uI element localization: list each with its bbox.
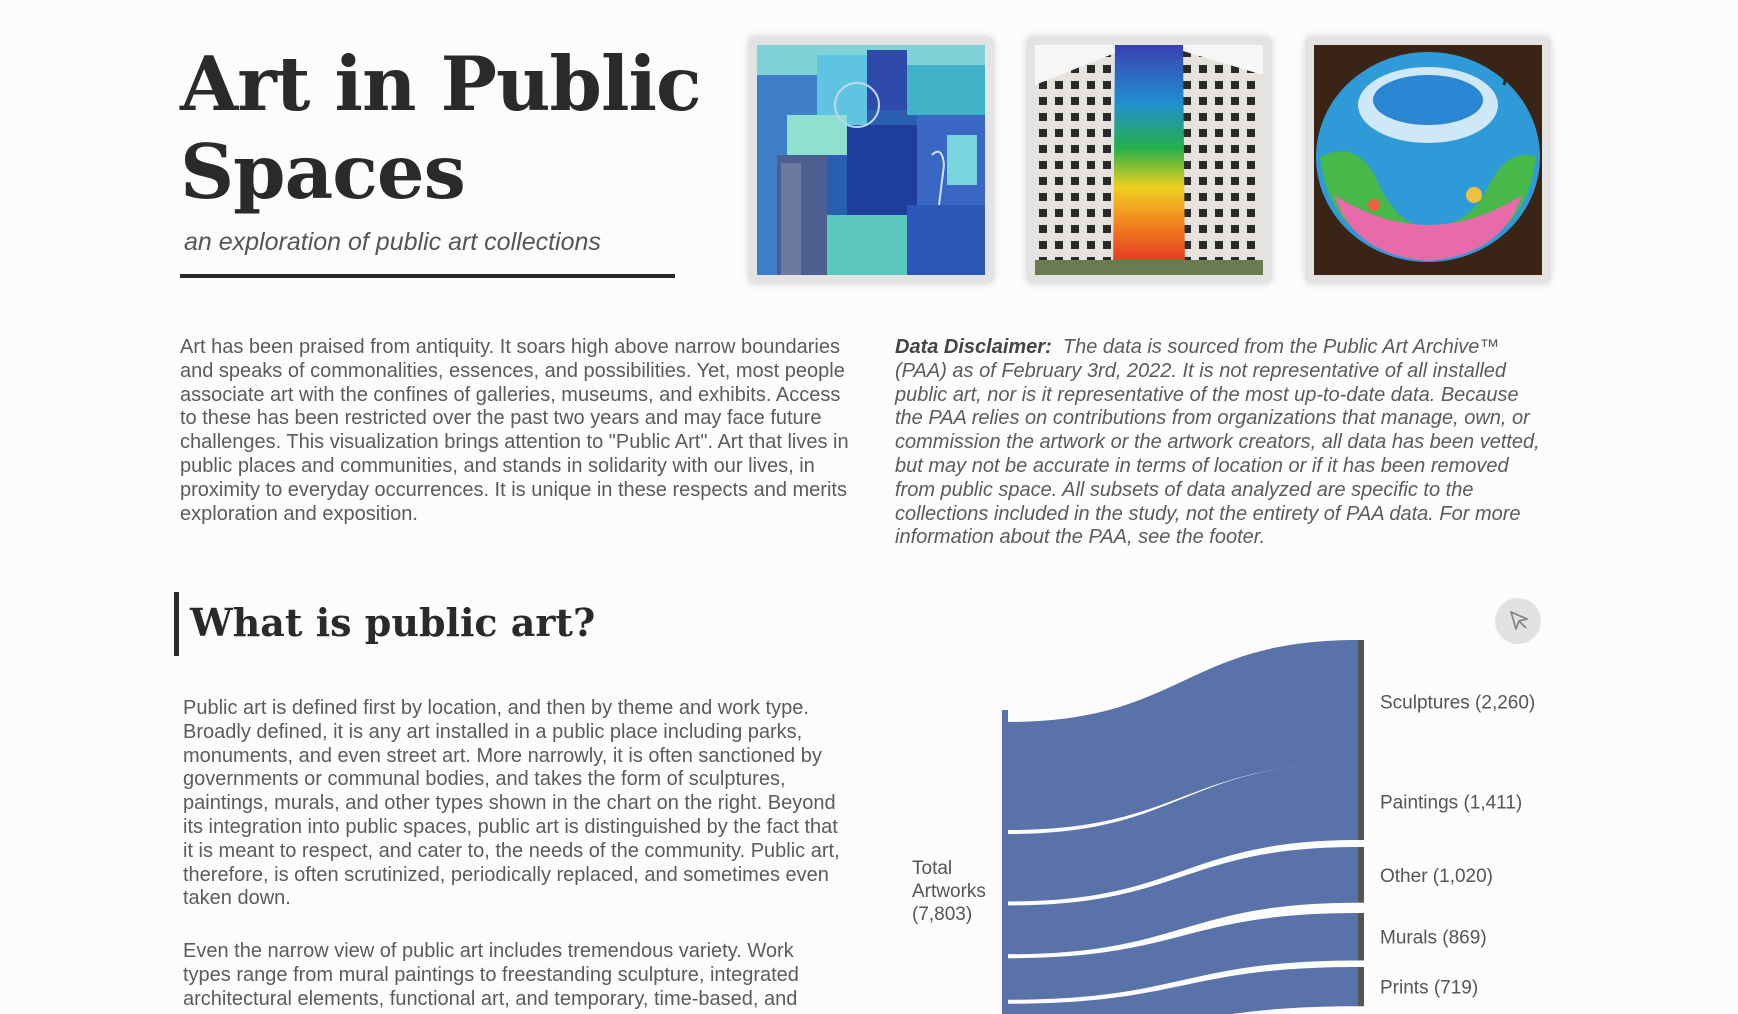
ceiling-mural-photo (1307, 38, 1549, 282)
target-label-other: Other (1,020) (1380, 865, 1493, 887)
node-prints (1358, 967, 1364, 1006)
title-divider (180, 274, 675, 278)
target-label-murals: Murals (869) (1380, 927, 1487, 949)
page-subtitle: an exploration of public art collections (184, 228, 601, 256)
source-label: Total Artworks (7,803) (912, 858, 986, 925)
node-murals (1358, 913, 1364, 960)
work-type-sankey-chart (890, 630, 1570, 1014)
node-total-artworks (1002, 710, 1008, 1014)
intro-paragraph: Art has been praised from antiquity. It soars high above narrow boundaries and speaks of commonalities, essences, and possibilities. Yet, most people associate art with the confines of galleries, museums, and exhibits. Access to these has been restricted over the past two years and may face future challenges. This visualization brings attention to "Public Art". Art that lives in public places and communities, and stands in solidarity with our lives, in proximity to everyday occurrences. It is unique in these respects and merits exploration and exposition. (180, 336, 849, 525)
node-sculptures (1358, 640, 1364, 763)
disclaimer-text: The data is sourced from the Public Art Archive™ (PAA) as of February 3rd, 2022. It is not representative of all installed public art, nor is it representative of the most up-to-date data. Because the PAA relies on contributions from organizations that manage, own, or commission the artwork or the artwork creators, all data has been vetted, but may not be accurate in terms of location or if it has been removed from public space. All subsets of data analyzed are specific to the collections included in the study, not the entirety of PAA data. For more information about the PAA, see the footer. (895, 336, 1540, 549)
target-label-paintings: Paintings (1,411) (1380, 792, 1523, 814)
definition-paragraph: Public art is defined first by location, and then by theme and work type. Broadly defined, it is any art installed in a public place including parks, monuments, and even street art. More narrowly, it is often sanctioned by governments or communal bodies, and takes the form of sculptures, paintings, murals, and other types shown in the chart on the right. Beyond its integration into public spaces, public art is distinguished by the fact that it is meant to respect, and cater to, the needs of the community. Public art, therefore, is often scrutinized, periodically replaced, and sometimes even taken down. (183, 697, 840, 910)
disclaimer-label: Data Disclaimer: (895, 336, 1052, 358)
target-label-sculptures: Sculptures (2,260) (1380, 692, 1536, 714)
variety-paragraph: Even the narrow view of public art includes tremendous variety. Work types range from mural paintings to freestanding sculpture, integrated architectural elements, functional art, and temporary, time-based, and (183, 940, 799, 1010)
node-paintings (1358, 763, 1364, 840)
page-title: Art in Public Spaces (180, 40, 701, 216)
target-label-prints: Prints (719) (1380, 977, 1479, 999)
section-title: What is public art? (190, 600, 596, 645)
data-disclaimer (895, 336, 1545, 550)
glass-mosaic-wall-photo (750, 38, 992, 282)
rainbow-building-photo (1028, 38, 1270, 282)
section-accent-bar (174, 592, 179, 656)
node-other (1358, 847, 1364, 903)
